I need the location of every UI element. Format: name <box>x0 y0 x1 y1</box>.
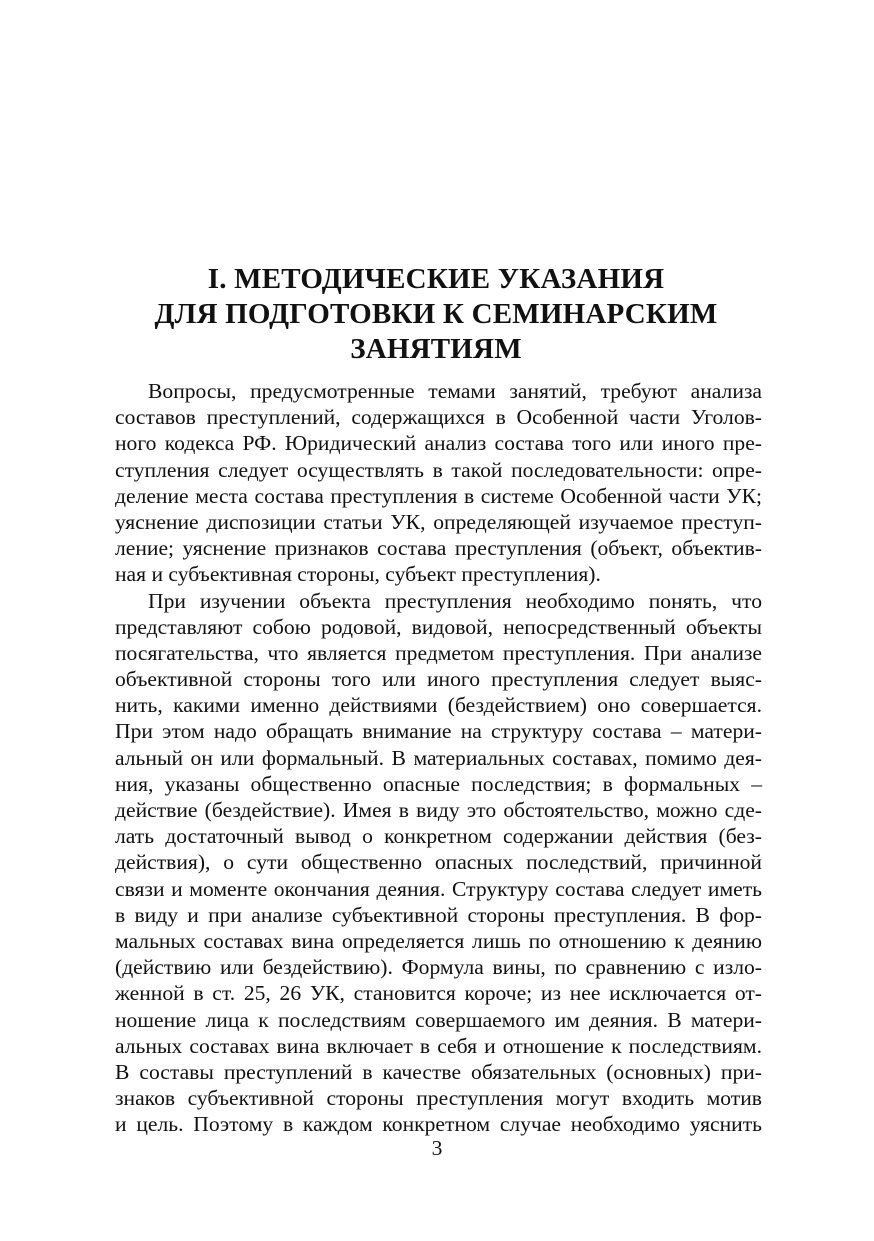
text-line: ление; уяснение признаков состава преступления (объект, объектив- <box>115 536 762 561</box>
text-line: деление места состава преступления в системе Особенной части УК; <box>115 483 762 508</box>
paragraph <box>115 378 762 588</box>
heading-line: ДЛЯ ПОДГОТОВКИ К СЕМИНАРСКИМ <box>154 298 718 330</box>
text-line: При этом надо обращать внимание на структуру состава – матери- <box>115 719 762 744</box>
paragraph <box>115 588 762 1138</box>
text-line: и цель. Поэтому в каждом конкретном случае необходимо уяснить <box>115 1112 762 1137</box>
text-line: (действию или бездействию). Формула вины, по сравнению с изло- <box>115 955 762 980</box>
body-text <box>115 378 762 1137</box>
text-line: лать достаточный вывод о конкретном содержании действия (без- <box>115 824 762 849</box>
text-line: альный он или формальный. В материальных составах, помимо дея- <box>115 745 762 770</box>
heading-line: ЗАНЯТИЯМ <box>350 333 522 365</box>
text-line: в виду и при анализе субъективной стороны преступления. В фор- <box>115 902 762 927</box>
text-line: знаков субъективной стороны преступления могут входить мотив <box>115 1086 762 1111</box>
heading-line: I. МЕТОДИЧЕСКИЕ УКАЗАНИЯ <box>207 263 665 295</box>
text-line: связи и моменте окончания деяния. Структуру состава следует иметь <box>115 876 762 901</box>
section-heading <box>100 262 772 367</box>
text-line: Вопросы, предусмотренные темами занятий, требуют анализа <box>148 379 762 403</box>
text-line: женной в ст. 25, 26 УК, становится короче; из нее исключается от- <box>115 981 762 1006</box>
text-line: представляют собою родовой, видовой, непосредственный объекты <box>115 614 762 639</box>
text-line: При изучении объекта преступления необходимо понять, что <box>148 588 762 613</box>
text-line: действие (бездействие). Имея в виду это обстоятельство, можно сде- <box>115 798 762 822</box>
text-line: ная и субъективная стороны, субъект преступления). <box>115 562 601 587</box>
text-line: альных составах вина включает в себя и отношение к последствиям. <box>115 1033 762 1058</box>
text-line: мальных составах вина определяется лишь по отношению к деянию <box>115 928 762 953</box>
text-line: нить, какими именно действиями (бездействием) оно совершается. <box>115 693 762 718</box>
text-line: ного кодекса РФ. Юридический анализ состава того или иного пре- <box>115 431 762 456</box>
text-line: посягательства, что является предметом преступления. При анализе <box>115 640 762 665</box>
text-line: составов преступлений, содержащихся в Особенной части Уголов- <box>115 405 762 430</box>
text-line: уяснение диспозиции статьи УК, определяющей изучаемое преступ- <box>115 509 762 534</box>
text-line: ступления следует осуществлять в такой последовательности: опре- <box>115 457 762 482</box>
text-line: ния, указаны общественно опасные последствия; в формальных – <box>115 771 762 796</box>
text-line: ношение лица к последствиям совершаемого им деяния. В матери- <box>115 1007 762 1032</box>
text-line: действия), о сути общественно опасных последствий, причинной <box>115 850 762 875</box>
text-line: объективной стороны того или иного преступления следует выяс- <box>115 667 762 692</box>
text-line: В составы преступлений в качестве обязательных (основных) при- <box>115 1059 762 1084</box>
page-number: 3 <box>431 1136 443 1160</box>
